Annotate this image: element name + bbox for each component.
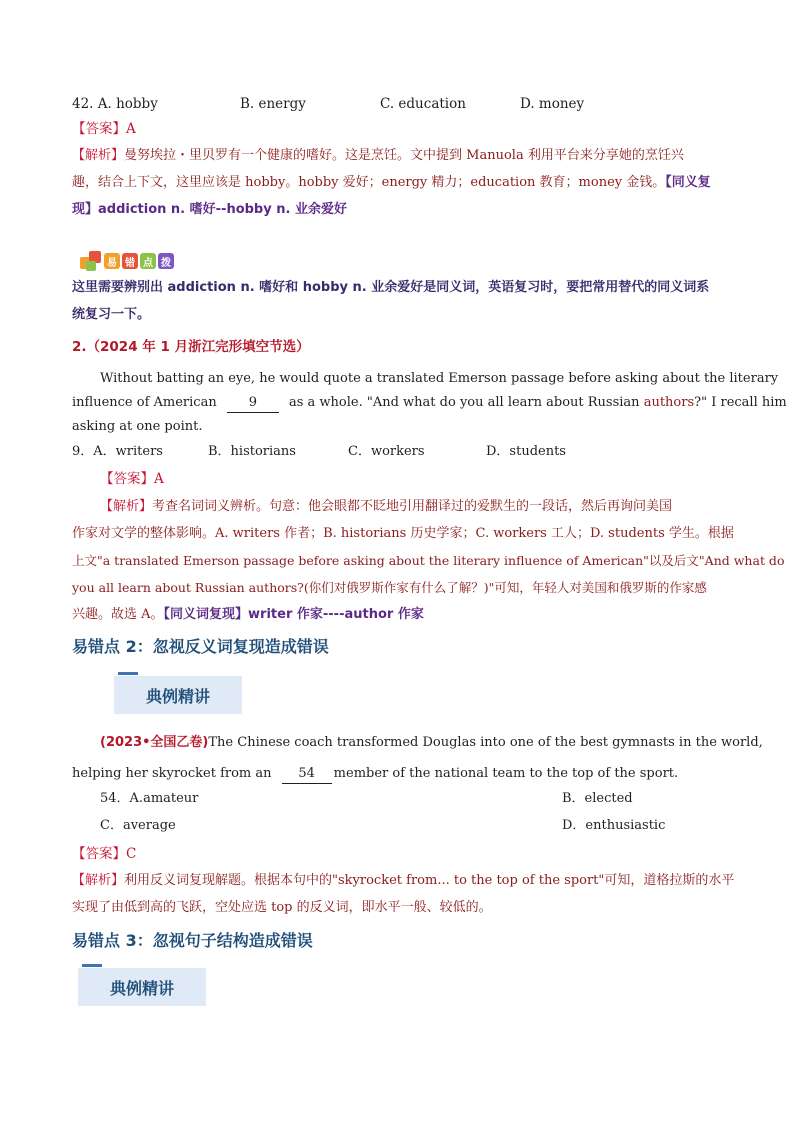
q2-option-b: B．historians <box>208 444 296 459</box>
q42-answer <box>72 120 136 138</box>
point2-analysis-line-2: 实现了由低到高的飞跃，空处应选 top 的反义词，即水平一般、较低的。 <box>72 900 492 915</box>
q42-analysis-line-3: 现】addiction n. 嗜好--hobby n. 业余爱好 <box>72 202 347 217</box>
q2-option-d: D．students <box>486 444 566 459</box>
q2-analysis-line-5: 兴趣。故选 A。【同义词复现】writer 作家----author 作家 <box>72 607 424 622</box>
point3-heading: 易错点 3：忽视句子结构造成错误 <box>72 931 313 950</box>
q2-analysis-line-4: you all learn about Russian authors?(你们对俄罗斯作家有什么了解？)"可知，年轻人对美国和俄罗斯的作家感 <box>72 580 707 595</box>
answer-tag: 【答案】 <box>72 121 126 137</box>
q42-analysis-line-1: 【解析】曼努埃拉・里贝罗有一个健康的嗜好。这是烹饪。文中提到 Manuola 利用平台来分享她的烹饪兴 <box>72 148 684 163</box>
point2-stem-line-1: (2023•全国乙卷)The Chinese coach transformed Douglas into one of the best gymnasts in the world, <box>100 735 763 750</box>
point2-example-label: 典例精讲 <box>114 676 242 714</box>
tip-badge <box>80 251 174 271</box>
q2-analysis-line-1: 【解析】考查名词词义辨析。句意：他会眼都不眨地引用翻译过的爱默生的一段话，然后再询问美国 <box>100 499 673 514</box>
q2-title: 2.（2024 年 1 月浙江完形填空节选） <box>72 339 310 355</box>
q2-option-c: C．workers <box>348 444 425 459</box>
point2-option-d: D．enthusiastic <box>562 818 666 833</box>
q2-analysis-line-2: 作家对文学的整体影响。A. writers 作者；B. historians 历史学家；C. workers 工人；D. students 学生。根据 <box>72 526 734 541</box>
badge-char-2: 错 <box>122 253 138 269</box>
q2-passage-line-3: asking at one point. <box>72 419 203 434</box>
badge-char-4: 拨 <box>158 253 174 269</box>
point3-example-label: 典例精讲 <box>78 968 206 1006</box>
answer-value: A <box>126 121 136 137</box>
q2-analysis-line-3: 上文"a translated Emerson passage before asking about the literary influence of American"以及后文"And what do <box>72 553 785 568</box>
analysis-tag: 【解析】 <box>72 148 125 163</box>
q42-option-a: 42. A. hobby <box>72 96 158 112</box>
point2-blank: 54 <box>282 765 332 784</box>
point2-stem-line-2: helping her skyrocket from an 54 member of the national team to the top of the sport. <box>72 765 678 784</box>
point2-answer: 【答案】C <box>72 846 137 862</box>
q2-blank: 9 <box>227 394 279 413</box>
point2-analysis-line-1: 【解析】利用反义词复现解题。根据本句中的"skyrocket from... to the top of the sport"可知，道格拉斯的水平 <box>72 873 735 888</box>
q42-option-b: B. energy <box>240 96 306 112</box>
q42-option-c: C. education <box>380 96 466 112</box>
point2-heading: 易错点 2：忽视反义词复现造成错误 <box>72 637 329 656</box>
tip-line-2: 统复习一下。 <box>72 307 151 322</box>
puzzle-icon <box>80 251 102 271</box>
badge-char-3: 点 <box>140 253 156 269</box>
point2-option-c: C．average <box>100 818 176 833</box>
point2-option-b: B．elected <box>562 791 633 806</box>
tip-line-1: 这里需要辨别出 addiction n. 嗜好和 hobby n. 业余爱好是同义词，英语复习时，要把常用替代的同义词系 <box>72 280 710 295</box>
q2-option-a: 9．A．writers <box>72 444 163 459</box>
example-bar-decoration <box>82 964 102 967</box>
example-bar-decoration <box>118 672 138 675</box>
q42-analysis-line-2: 趣，结合上下文，这里应该是 hobby。hobby 爱好；energy 精力；education 教育；money 金钱。【同义复 <box>72 175 711 190</box>
q2-passage-line-1: Without batting an eye, he would quote a translated Emerson passage before asking about the literary <box>100 371 779 386</box>
point2-option-a: 54．A.amateur <box>100 791 199 806</box>
q2-passage-line-2: influence of American 9 as a whole. "And what do you all learn about Russian authors?" I recall him <box>72 394 787 413</box>
badge-char-1: 易 <box>104 253 120 269</box>
q42-option-d: D. money <box>520 96 585 112</box>
q2-answer: 【答案】A <box>100 471 164 487</box>
